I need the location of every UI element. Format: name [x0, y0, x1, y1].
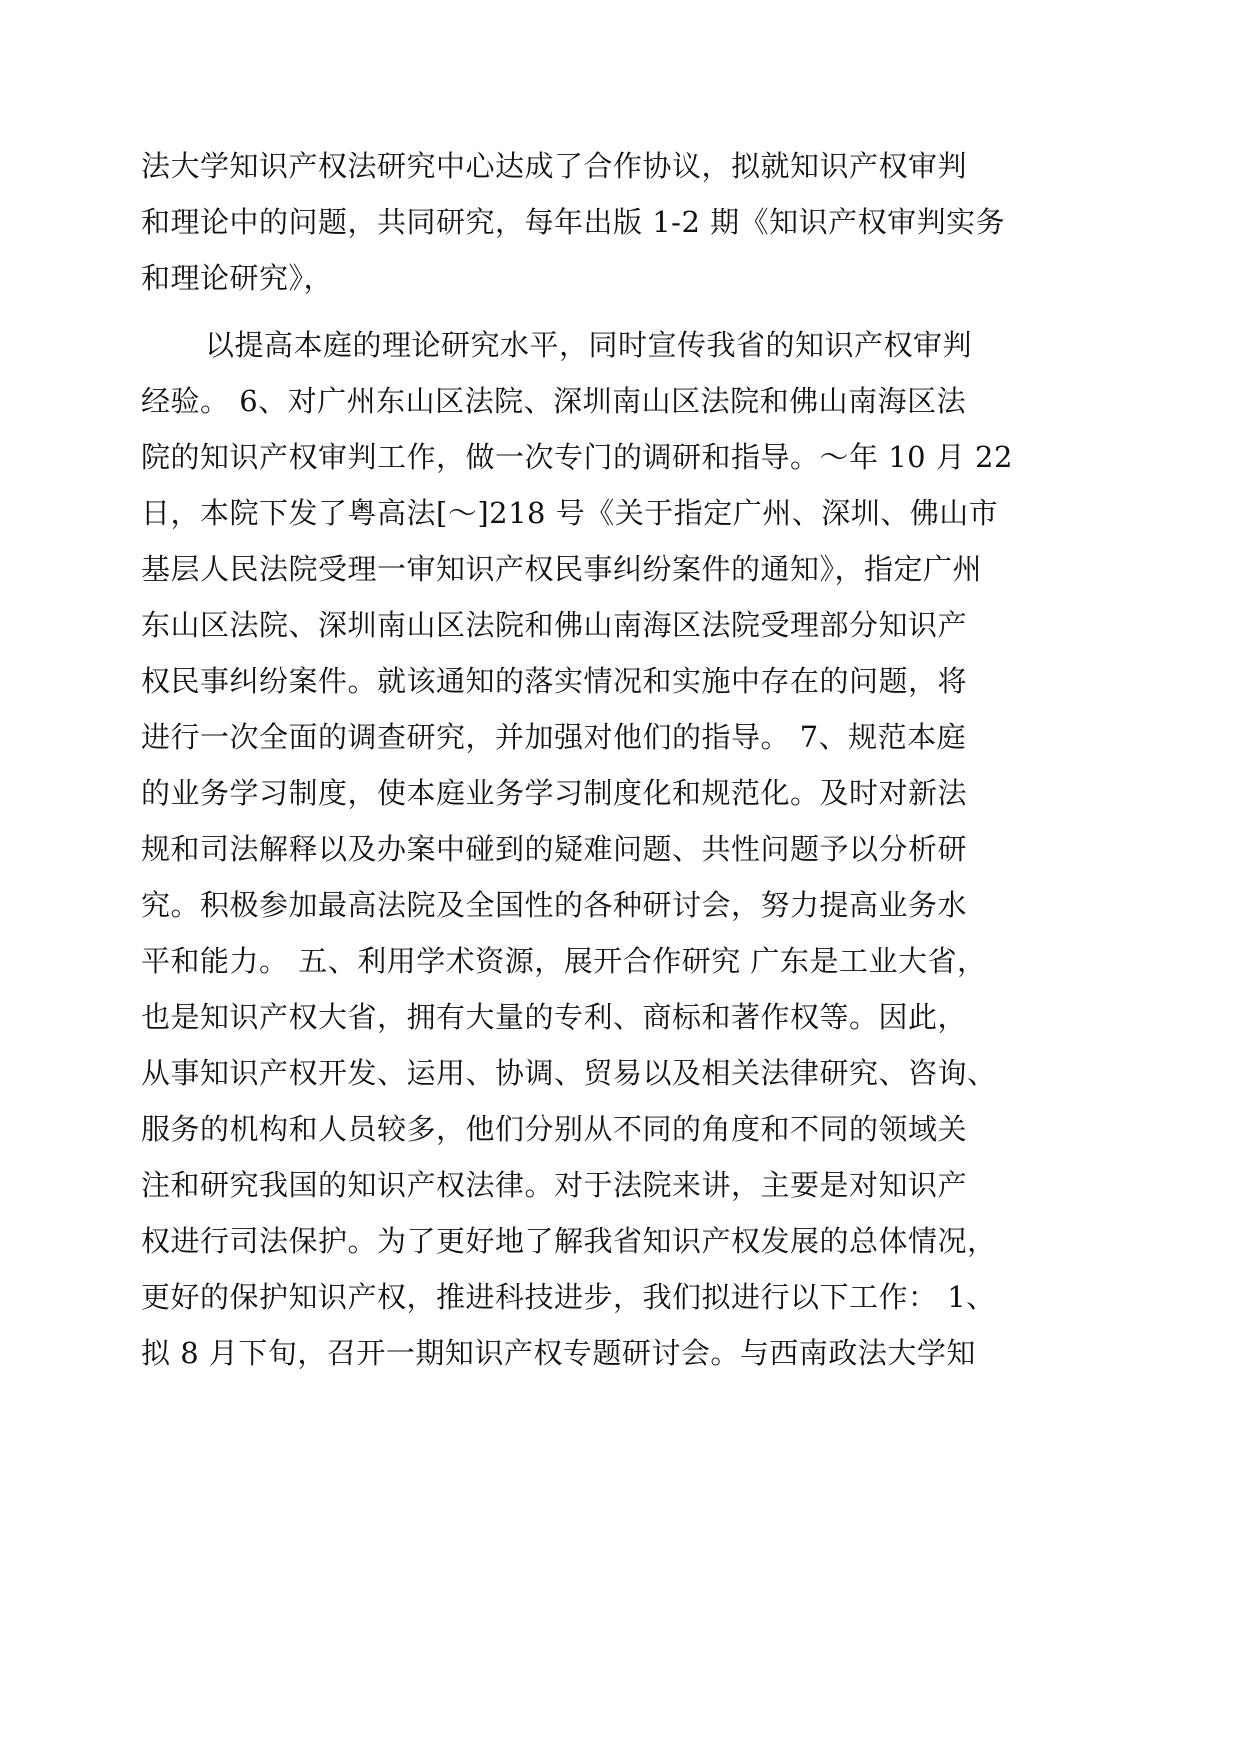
text-line: 经验。 6、对广州东山区法院、深圳南山区法院和佛山南海区法 — [141, 384, 967, 418]
text-line: 权民事纠纷案件。就该通知的落实情况和实施中存在的问题，将 — [141, 664, 968, 698]
text-line: 究。积极参加最高法院及全国性的各种研讨会，努力提高业务水 — [141, 888, 968, 922]
text-line: 和理论研究》， — [141, 261, 334, 295]
text-line: 从事知识产权开发、运用、协调、贸易以及相关法律研究、咨询、 — [141, 1056, 997, 1090]
text-line: 基层人民法院受理一审知识产权民事纠纷案件的通知》，指定广州 — [141, 552, 983, 586]
text-line: 和理论中的问题，共同研究，每年出版 1-2 期《知识产权审判实务 — [141, 205, 1006, 239]
text-line: 日，本院下发了粤高法[～]218 号《关于指定广州、深圳、佛山市 — [141, 496, 999, 530]
text-line: 也是知识产权大省，拥有大量的专利、商标和著作权等。因此， — [141, 1000, 968, 1034]
text-line: 进行一次全面的调查研究，并加强对他们的指导。 7、规范本庭 — [141, 720, 967, 754]
text-line: 法大学知识产权法研究中心达成了合作协议，拟就知识产权审判 — [141, 149, 968, 183]
text-line: 东山区法院、深圳南山区法院和佛山南海区法院受理部分知识产 — [141, 608, 968, 642]
text-line: 规和司法解释以及办案中碰到的疑难问题、共性问题予以分析研 — [141, 832, 968, 866]
text-line: 注和研究我国的知识产权法律。对于法院来讲，主要是对知识产 — [141, 1168, 968, 1202]
text-line: 权进行司法保护。为了更好地了解我省知识产权发展的总体情况， — [141, 1224, 997, 1258]
text-line: 院的知识产权审判工作，做一次专门的调研和指导。～年 10 月 22 — [141, 440, 1013, 474]
text-line: 更好的保护知识产权，推进科技进步，我们拟进行以下工作： 1、 — [141, 1280, 996, 1314]
text-line: 的业务学习制度，使本庭业务学习制度化和规范化。及时对新法 — [141, 776, 968, 810]
text-line: 平和能力。 五、利用学术资源，展开合作研究 广东是工业大省， — [141, 944, 987, 978]
text-line: 服务的机构和人员较多，他们分别从不同的角度和不同的领域关 — [141, 1112, 968, 1146]
text-line: 以提高本庭的理论研究水平，同时宣传我省的知识产权审判 — [205, 328, 973, 362]
text-line: 拟 8 月下旬，召开一期知识产权专题研讨会。与西南政法大学知 — [141, 1336, 976, 1370]
